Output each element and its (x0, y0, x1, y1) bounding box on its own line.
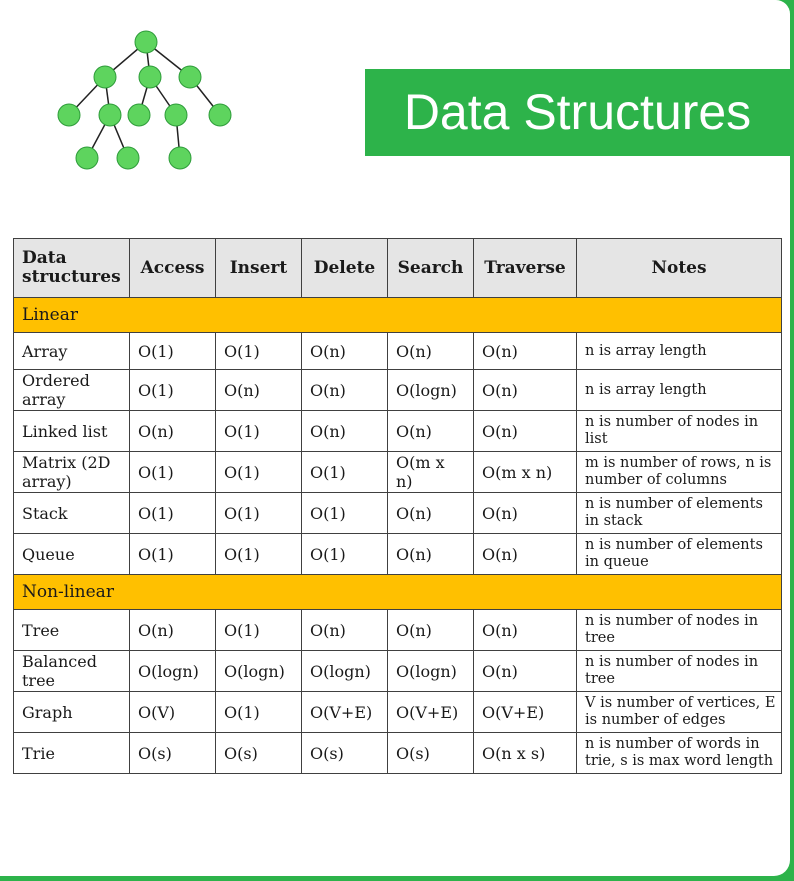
row-name: Ordered array (14, 370, 130, 411)
traverse-cell: O(n) (474, 370, 577, 411)
delete-cell: O(1) (302, 452, 388, 493)
notes-cell: m is number of rows, n is number of columns (577, 452, 782, 493)
delete-cell: O(s) (302, 733, 388, 774)
table-row (14, 534, 782, 575)
notes-cell: n is array length (577, 333, 782, 370)
traverse-cell: O(n x s) (474, 733, 577, 774)
traverse-cell: O(V+E) (474, 692, 577, 733)
access-cell: O(V) (130, 692, 216, 733)
row-name: Array (14, 333, 130, 370)
row-name: Trie (14, 733, 130, 774)
table-row (14, 692, 782, 733)
notes-cell: n is number of nodes in tree (577, 610, 782, 651)
access-cell: O(1) (130, 493, 216, 534)
notes-cell: n is number of nodes in tree (577, 651, 782, 692)
table-row (14, 651, 782, 692)
notes-cell: n is number of words in trie, s is max word length (577, 733, 782, 774)
table-row (14, 411, 782, 452)
header-access: Access (130, 239, 216, 298)
section-label: Non-linear (14, 575, 782, 610)
insert-cell: O(1) (216, 493, 302, 534)
insert-cell: O(1) (216, 534, 302, 575)
notes-cell: n is number of nodes in list (577, 411, 782, 452)
traverse-cell: O(n) (474, 493, 577, 534)
insert-cell: O(1) (216, 610, 302, 651)
search-cell: O(m x n) (388, 452, 474, 493)
notes-cell: n is number of elements in queue (577, 534, 782, 575)
search-cell: O(n) (388, 333, 474, 370)
header-traverse: Traverse (474, 239, 577, 298)
header-search: Search (388, 239, 474, 298)
table-row (14, 370, 782, 411)
notes-cell: V is number of vertices, E is number of edges (577, 692, 782, 733)
row-name: Linked list (14, 411, 130, 452)
row-name: Tree (14, 610, 130, 651)
traverse-cell: O(n) (474, 534, 577, 575)
access-cell: O(1) (130, 534, 216, 575)
header-notes: Notes (577, 239, 782, 298)
access-cell: O(n) (130, 610, 216, 651)
insert-cell: O(1) (216, 692, 302, 733)
header-data-structures: Data structures (14, 239, 130, 298)
notes-cell: n is array length (577, 370, 782, 411)
delete-cell: O(n) (302, 333, 388, 370)
delete-cell: O(n) (302, 610, 388, 651)
delete-cell: O(logn) (302, 651, 388, 692)
access-cell: O(1) (130, 333, 216, 370)
table-row (14, 333, 782, 370)
row-name: Matrix (2D array) (14, 452, 130, 493)
search-cell: O(V+E) (388, 692, 474, 733)
traverse-cell: O(n) (474, 333, 577, 370)
insert-cell: O(1) (216, 452, 302, 493)
access-cell: O(1) (130, 370, 216, 411)
table-row (14, 733, 782, 774)
delete-cell: O(1) (302, 493, 388, 534)
notes-cell: n is number of elements in stack (577, 493, 782, 534)
delete-cell: O(1) (302, 534, 388, 575)
row-name: Graph (14, 692, 130, 733)
access-cell: O(1) (130, 452, 216, 493)
insert-cell: O(1) (216, 411, 302, 452)
access-cell: O(n) (130, 411, 216, 452)
table-row (14, 493, 782, 534)
search-cell: O(logn) (388, 651, 474, 692)
page-title: Data Structures (403, 83, 752, 140)
traverse-cell: O(n) (474, 651, 577, 692)
tree-diagram-icon (50, 26, 240, 176)
traverse-cell: O(n) (474, 411, 577, 452)
search-cell: O(n) (388, 493, 474, 534)
header-delete: Delete (302, 239, 388, 298)
row-name: Stack (14, 493, 130, 534)
section-row-linear (14, 298, 782, 333)
header-insert: Insert (216, 239, 302, 298)
table-row (14, 452, 782, 493)
insert-cell: O(s) (216, 733, 302, 774)
insert-cell: O(logn) (216, 651, 302, 692)
search-cell: O(n) (388, 610, 474, 651)
insert-cell: O(1) (216, 333, 302, 370)
access-cell: O(logn) (130, 651, 216, 692)
delete-cell: O(n) (302, 411, 388, 452)
section-label: Linear (14, 298, 782, 333)
row-name: Queue (14, 534, 130, 575)
search-cell: O(n) (388, 411, 474, 452)
table-header-row (14, 239, 782, 298)
section-row-non-linear (14, 575, 782, 610)
row-name: Balanced tree (14, 651, 130, 692)
delete-cell: O(V+E) (302, 692, 388, 733)
complexity-table (13, 238, 782, 774)
delete-cell: O(n) (302, 370, 388, 411)
search-cell: O(s) (388, 733, 474, 774)
access-cell: O(s) (130, 733, 216, 774)
insert-cell: O(n) (216, 370, 302, 411)
traverse-cell: O(m x n) (474, 452, 577, 493)
title-banner (365, 69, 794, 156)
traverse-cell: O(n) (474, 610, 577, 651)
search-cell: O(logn) (388, 370, 474, 411)
search-cell: O(n) (388, 534, 474, 575)
table-row (14, 610, 782, 651)
